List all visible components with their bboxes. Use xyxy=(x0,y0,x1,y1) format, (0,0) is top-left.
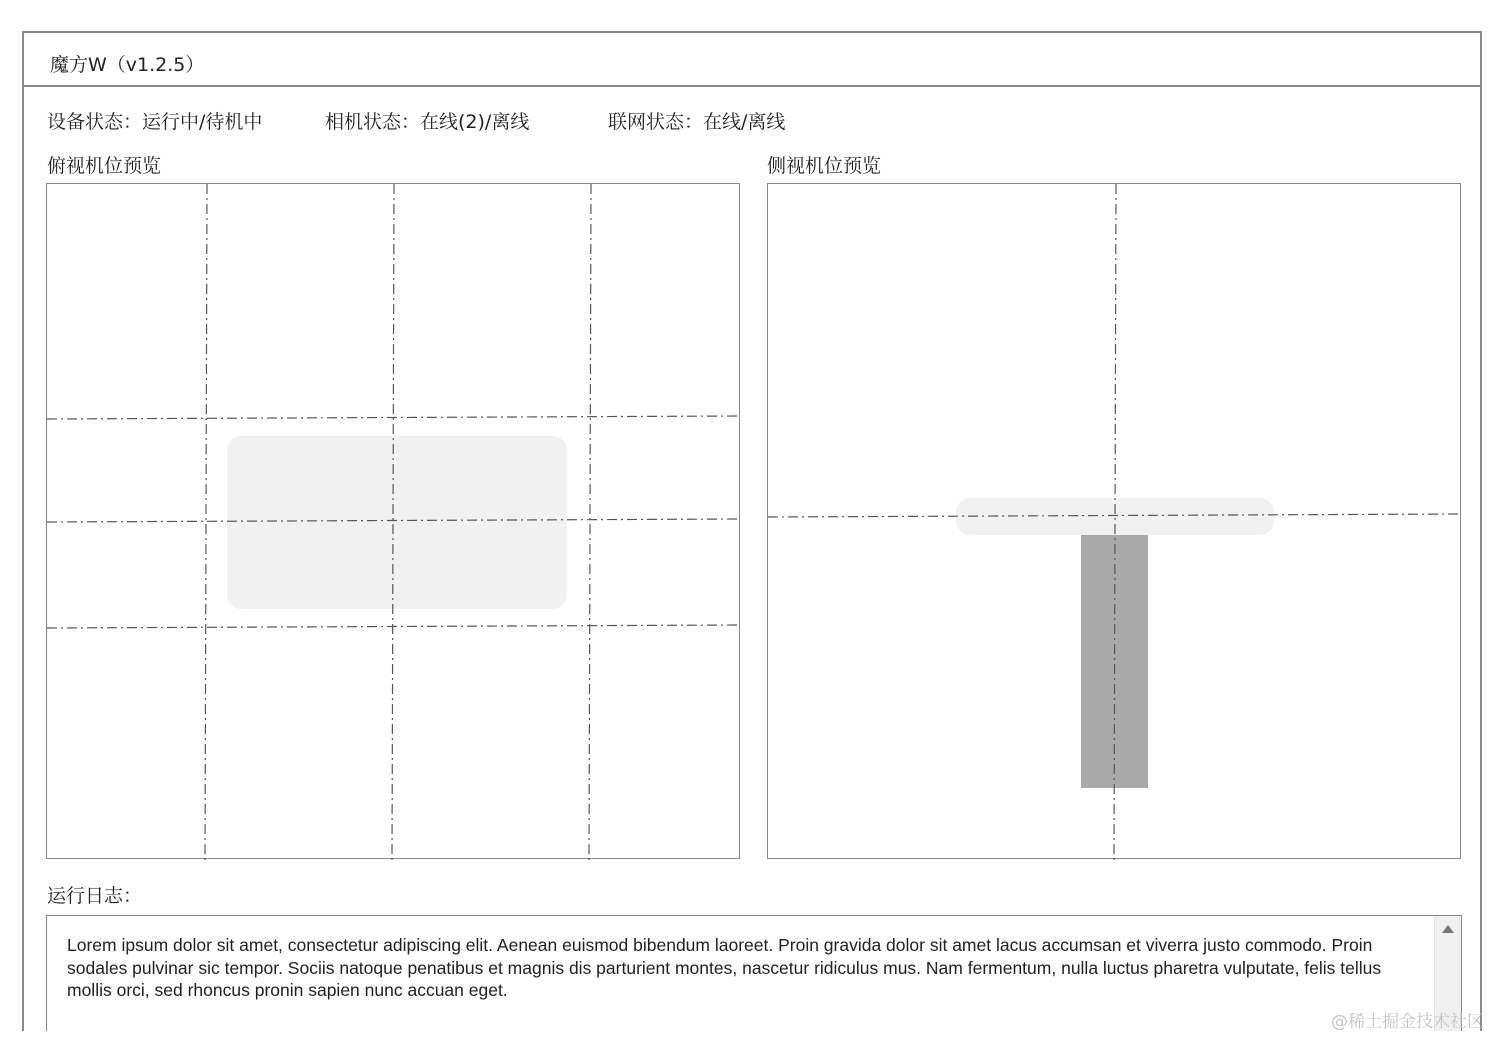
log-label: 运行日志： xyxy=(47,885,143,907)
log-panel[interactable] xyxy=(46,915,1462,1031)
top-view-label: 俯视机位预览 xyxy=(47,155,162,177)
app-window xyxy=(22,31,1482,1031)
side-view-preview[interactable] xyxy=(767,183,1461,859)
camera-status-label: 相机状态： xyxy=(325,111,421,133)
top-guide-v3 xyxy=(589,184,591,860)
log-text: Lorem ipsum dolor sit amet, consectetur adipiscing elit. Aenean euismod bibendum laoreet. Proin gravida dolor sit amet lacus accumsan et viverra justo commodo. Proin sodales pulvinar sic tempor. Sociis natoque penatibus et magnis dis parturient montes, nascetur ridiculus mus. Nam fermentum, nulla luctus pharetra vulputate, felis tellus mollis orci, sed rhoncus pronin sapien nunc accuan eget. xyxy=(67,935,1382,1000)
device-status-value: 运行中/待机中 xyxy=(142,111,263,133)
device-status xyxy=(47,107,262,134)
top-guide-h1 xyxy=(47,416,741,419)
network-status-value: 在线/离线 xyxy=(703,111,786,133)
top-view-canvas xyxy=(47,184,741,860)
scroll-up-arrow-icon[interactable] xyxy=(1442,925,1454,933)
top-guide-h3 xyxy=(47,625,741,628)
network-status-label: 联网状态： xyxy=(608,111,704,133)
device-status-label: 设备状态： xyxy=(47,111,143,133)
window-title: 魔方W（v1.2.5） xyxy=(50,54,205,76)
title-bar xyxy=(24,33,1480,87)
top-guide-v1 xyxy=(205,184,207,860)
side-view-label: 侧视机位预览 xyxy=(767,155,882,177)
top-view-object xyxy=(227,436,567,609)
top-view-preview[interactable] xyxy=(46,183,740,859)
side-view-canvas xyxy=(768,184,1462,860)
camera-status-value: 在线(2)/离线 xyxy=(420,111,530,133)
watermark: @稀土掘金技术社区 xyxy=(1331,1012,1484,1032)
network-status xyxy=(608,107,785,134)
camera-status xyxy=(325,107,529,134)
